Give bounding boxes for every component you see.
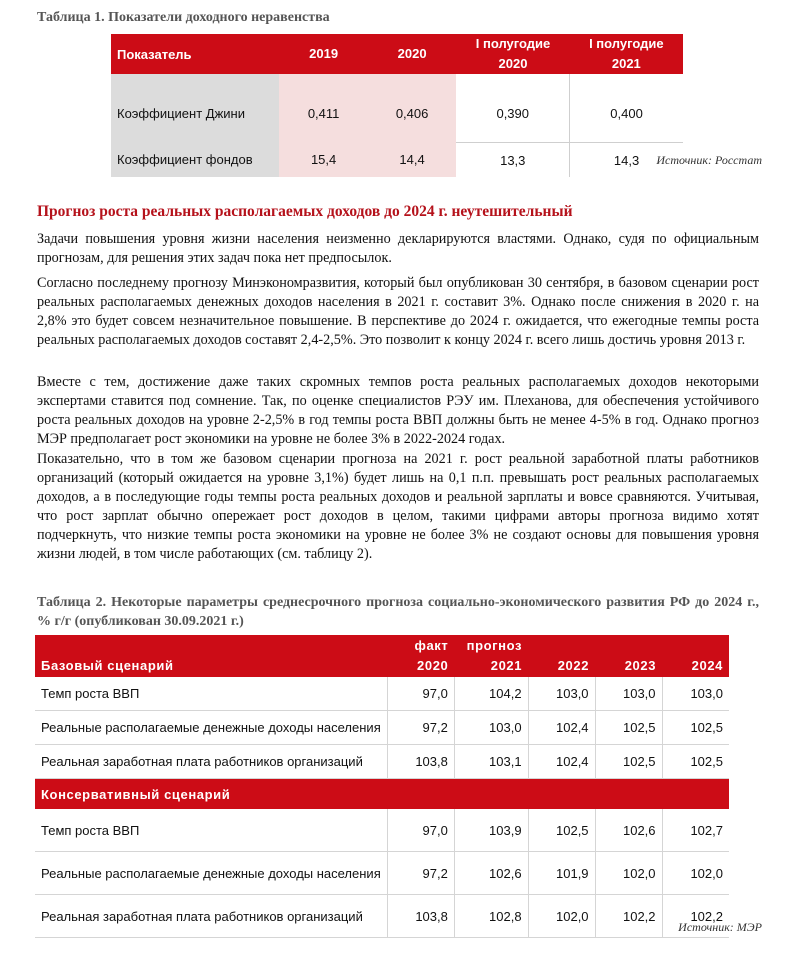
table2-cell: 103,8 [387, 745, 454, 779]
table2-row-label: Реальные располагаемые денежные доходы населения [35, 711, 387, 745]
table1-header-col: 2020 [368, 34, 457, 74]
table2-cell: 102,0 [528, 895, 595, 938]
table2-header-row [35, 653, 729, 677]
table2-cell: 102,2 [595, 895, 662, 938]
table1-header-col: 2019 [279, 34, 367, 74]
table2-section-row [35, 779, 729, 810]
table1 [111, 34, 683, 177]
table2-year: 2023 [595, 653, 662, 677]
table2-fact-label: факт [387, 635, 454, 653]
table2-caption: Таблица 2. Некоторые параметры среднесрочного прогноза социально-экономического развития РФ до 2024 г., % г/г (опубликован 30.09.2021 г.) [37, 595, 759, 629]
table2-row-label: Темп роста ВВП [35, 809, 387, 852]
paragraph: Показательно, что в том же базовом сценарии прогноза на 2021 г. рост реальной заработной платы работников организаций (который ожидается на уровне 3,1%) будет лишь на 0,1 п.п. превышать рост реальных располагаемых доходов, а в последующие годы темпы роста реальных доходов и реальной зарплаты и вовсе сравняются. Учитывая, что рост зарплат обычно опережает рост доходов в целом, такими цифрами авторы прогноза видимо хотят подчеркнуть, что низкие темпы роста экономики на уровне не более 3% не создают основы для повышения уровня жизни людей, в том числе работающих (см. таблицу 2). [37, 451, 759, 562]
table2-row-label: Темп роста ВВП [35, 677, 387, 711]
table2-cell: 97,0 [387, 677, 454, 711]
table2-cell: 102,5 [528, 809, 595, 852]
table2-cell: 102,4 [528, 745, 595, 779]
table1-source: Источник: Росстат [656, 153, 762, 167]
table2-cell: 97,0 [387, 809, 454, 852]
table1-header-col: I полугодие 2021 [570, 34, 683, 74]
table1-cell: 14,3 [570, 143, 683, 178]
table2-header-spacer [35, 635, 387, 653]
table-row [35, 895, 729, 938]
table2-cell: 103,0 [528, 677, 595, 711]
table2-section-title: Базовый сценарий [35, 653, 387, 677]
table1-cell: 15,4 [279, 143, 367, 178]
table2-cell: 103,0 [454, 711, 528, 745]
table2-row-label: Реальная заработная плата работников организаций [35, 895, 387, 938]
table-row [35, 711, 729, 745]
table1-header-row [111, 34, 683, 74]
table2-year: 2020 [387, 653, 454, 677]
table2-cell: 97,2 [387, 711, 454, 745]
table1-cell: 14,4 [368, 143, 457, 178]
table1-caption: Таблица 1. Показатели доходного неравенства [37, 10, 330, 25]
paragraph: Вместе с тем, достижение даже таких скромных темпов роста реальных располагаемых доходов некоторыми экспертами ставится под сомнение. Так, по оценке специалистов РЭУ им. Плеханова, для обеспечения устойчивого роста реальных доходов на уровне 2-2,5% в год темпы роста ВВП должны быть не менее 4-5% в год. Однако прогноз МЭР предполагает рост экономики на уровне не более 3% в 2022-2024 годах. [37, 374, 759, 447]
table1-cell: 0,400 [570, 74, 683, 143]
section-heading: Прогноз роста реальных располагаемых доходов до 2024 г. неутешительный [37, 203, 573, 220]
table2-cell: 102,2 [662, 895, 729, 938]
table2-cell: 102,8 [454, 895, 528, 938]
table2-cell: 102,7 [662, 809, 729, 852]
table2-header-spacer [528, 635, 595, 653]
table-row [35, 745, 729, 779]
table2-cell: 102,5 [595, 745, 662, 779]
table2-cell: 102,0 [662, 852, 729, 895]
table2-cell: 102,5 [595, 711, 662, 745]
table2-cell: 102,6 [595, 809, 662, 852]
table1-row-label: Коэффициент Джини [111, 74, 279, 143]
table2-cell: 103,0 [595, 677, 662, 711]
table1-header-indicator: Показатель [111, 34, 279, 74]
table2-cell: 102,5 [662, 745, 729, 779]
table2-forecast-label: прогноз [454, 635, 528, 653]
table-row [35, 809, 729, 852]
table2-header-spacer [595, 635, 662, 653]
table2-year: 2021 [454, 653, 528, 677]
table2-year: 2022 [528, 653, 595, 677]
table2-header-row [35, 635, 729, 653]
table2-row-label: Реальные располагаемые денежные доходы населения [35, 852, 387, 895]
table2-cell: 102,6 [454, 852, 528, 895]
table1-row-label: Коэффициент фондов [111, 143, 279, 178]
table-row [35, 852, 729, 895]
table2-cell: 103,8 [387, 895, 454, 938]
table2-cell: 103,0 [662, 677, 729, 711]
table2-cell: 104,2 [454, 677, 528, 711]
table2-source: Источник: МЭР [678, 920, 762, 934]
table2 [35, 635, 729, 938]
paragraph: Задачи повышения уровня жизни населения неизменно декларируются властями. Однако, судя по официальным прогнозам, для решения этих задач пока нет предпосылок. [37, 231, 759, 266]
table1-cell: 0,390 [456, 74, 569, 143]
table2-header-spacer [662, 635, 729, 653]
table1-cell: 0,406 [368, 74, 457, 143]
table-row [111, 143, 683, 178]
table2-year: 2024 [662, 653, 729, 677]
table-row [111, 74, 683, 143]
table1-cell: 0,411 [279, 74, 367, 143]
paragraph: Согласно последнему прогнозу Минэкономразвития, который был опубликован 30 сентября, в базовом сценарии рост реальных располагаемых денежных доходов населения в 2021 г. составит 3%. Однако после снижения в 2020 г. на 2,8% это будет совсем незначительное повышение. В перспективе до 2024 г. ожидается, что ежегодные темпы роста реальных располагаемых доходов составят 2,4-2,5%. Это позволит к концу 2024 г. всего лишь достичь уровня 2013 г. [37, 275, 759, 348]
table2-cell: 103,1 [454, 745, 528, 779]
table2-cell: 102,0 [595, 852, 662, 895]
table-row [35, 677, 729, 711]
table2-cell: 102,4 [528, 711, 595, 745]
table1-header-col: I полугодие 2020 [456, 34, 569, 74]
table2-cell: 102,5 [662, 711, 729, 745]
table2-row-label: Реальная заработная плата работников организаций [35, 745, 387, 779]
table2-cell: 101,9 [528, 852, 595, 895]
table2-section-title: Консервативный сценарий [35, 779, 729, 810]
table2-cell: 103,9 [454, 809, 528, 852]
table1-cell: 13,3 [500, 152, 526, 168]
table2-cell: 97,2 [387, 852, 454, 895]
